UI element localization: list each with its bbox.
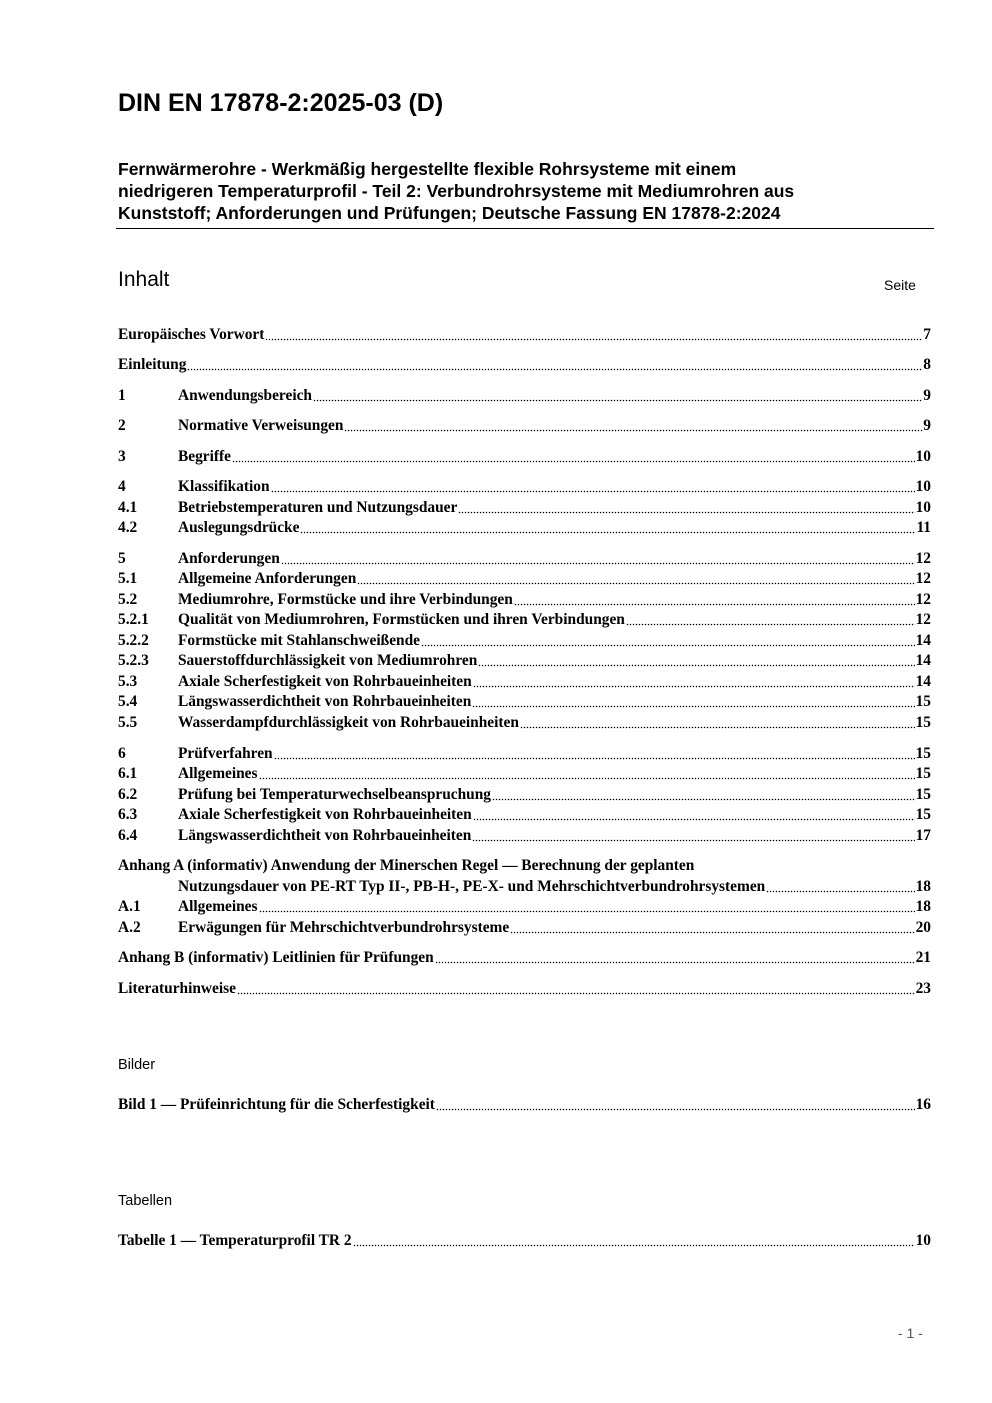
toc-entry-number: 5.2.1 <box>118 611 149 628</box>
toc-entry-page: 14 <box>915 673 931 690</box>
toc-leader-dots <box>353 1243 915 1247</box>
page-column-label: Seite <box>884 277 916 293</box>
toc-entry-text: Nutzungsdauer von PE-RT Typ II-, PB-H-, PE-X- und Mehrschichtverbundrohrsystemen <box>178 878 766 895</box>
toc-entry-text: Betriebstemperaturen und Nutzungsdauer <box>178 499 458 516</box>
toc-entry-text: Prüfverfahren <box>178 745 273 762</box>
toc-entry-number: 6.1 <box>118 765 138 782</box>
toc-leader-dots <box>472 704 914 708</box>
toc-leader-dots <box>472 838 914 842</box>
toc-entry-5-2-1[interactable] <box>118 610 931 630</box>
title-line: niedrigeren Temperaturprofil - Teil 2: Verbundrohrsysteme mit Mediumrohren aus <box>118 181 795 201</box>
toc-entry-page: 23 <box>915 980 931 997</box>
toc-entry-page: 15 <box>915 786 931 803</box>
toc-entry-number: 6.2 <box>118 786 138 803</box>
toc-entry-number: 2 <box>118 417 126 434</box>
toc-entry-text: Formstücke mit Stahlanschweißende <box>178 632 420 649</box>
toc-heading: Inhalt <box>118 268 170 291</box>
toc-entry-6-1[interactable] <box>118 764 931 784</box>
toc-entry-number: 5.1 <box>118 570 138 587</box>
toc-entry-page: 18 <box>915 898 931 915</box>
toc-entry-5-2[interactable] <box>118 590 931 610</box>
toc-entry-page: 15 <box>915 693 931 710</box>
toc-entry-number: A.2 <box>118 919 141 936</box>
toc-leader-dots <box>265 337 922 341</box>
toc-entry-text: Allgemeines <box>178 765 258 782</box>
toc-entry-a-2[interactable] <box>118 918 931 938</box>
toc-entry-text: Prüfung bei Temperaturwechselbeanspruchung <box>178 786 491 803</box>
toc-entry-page: 10 <box>915 1232 931 1249</box>
toc-entry-literatur[interactable] <box>118 979 931 999</box>
toc-entry-page: 9 <box>923 417 931 434</box>
toc-entry-5[interactable] <box>118 549 931 569</box>
toc-entry-5-1[interactable] <box>118 569 931 589</box>
figures-heading: Bilder <box>118 1057 156 1073</box>
toc-entry-page: 17 <box>915 827 931 844</box>
toc-entry-text: Auslegungsdrücke <box>178 519 300 536</box>
toc-entry-number: 4.2 <box>118 519 138 536</box>
toc-leader-dots <box>187 367 922 371</box>
toc-leader-dots <box>344 428 922 432</box>
page-number: - 1 - <box>898 1325 923 1341</box>
toc-entry-page: 12 <box>915 611 931 628</box>
toc-entry-number: 5.2 <box>118 591 138 608</box>
toc-entry-page: 18 <box>915 878 931 895</box>
toc-entry-4-2[interactable] <box>118 518 931 538</box>
title-underline <box>116 228 934 229</box>
toc-leader-dots <box>473 817 915 821</box>
toc-entry-page: 11 <box>916 519 931 536</box>
toc-entry-text: Allgemeine Anforderungen <box>178 570 357 587</box>
toc-entry-number: 6 <box>118 745 126 762</box>
toc-entry-number: 5.2.3 <box>118 652 149 669</box>
toc-entry-number: A.1 <box>118 898 141 915</box>
toc-leader-dots <box>237 991 915 995</box>
toc-entry-number: 5.5 <box>118 714 138 731</box>
toc-leader-dots <box>271 489 915 493</box>
toc-entry-page: 10 <box>915 448 931 465</box>
toc-entry-page: 7 <box>923 326 931 343</box>
toc-leader-dots <box>520 725 915 729</box>
toc-entry-number: 5 <box>118 550 126 567</box>
toc-entry-6-4[interactable] <box>118 826 931 846</box>
toc-leader-dots <box>421 643 915 647</box>
toc-entry-text: Allgemeines <box>178 898 258 915</box>
toc-entry-number: 1 <box>118 387 126 404</box>
toc-entry-page: 21 <box>915 949 931 966</box>
toc-entry-5-4[interactable] <box>118 692 931 712</box>
toc-annex-a-line1[interactable]: Anhang A (informativ) Anwendung der Minerschen Regel — Berechnung der geplanten <box>118 857 695 874</box>
toc-entry-number: 3 <box>118 448 126 465</box>
toc-leader-dots <box>478 663 914 667</box>
toc-leader-dots <box>300 530 915 534</box>
toc-entry-3[interactable] <box>118 447 931 467</box>
toc-entry-page: 12 <box>915 550 931 567</box>
toc-annex-a-line2[interactable] <box>118 877 931 897</box>
toc-leader-dots <box>435 960 915 964</box>
toc-entry-page: 10 <box>915 478 931 495</box>
toc-entry-4[interactable] <box>118 477 931 497</box>
toc-entry-page: 14 <box>915 632 931 649</box>
toc-entry-6-2[interactable] <box>118 785 931 805</box>
toc-entry-number: 5.2.2 <box>118 632 149 649</box>
toc-entry-text: Anhang B (informativ) Leitlinien für Prüfungen <box>118 949 434 966</box>
toc-entry-text: Klassifikation <box>178 478 270 495</box>
toc-leader-dots <box>458 510 914 514</box>
toc-entry-text: Wasserdampfdurchlässigkeit von Rohrbaueinheiten <box>178 714 519 731</box>
toc-entry-number: 6.3 <box>118 806 138 823</box>
toc-entry-page: 15 <box>915 714 931 731</box>
toc-leader-dots <box>259 776 915 780</box>
toc-entry-5-3[interactable] <box>118 672 931 692</box>
toc-entry-number: 5.4 <box>118 693 138 710</box>
toc-entry-text: Normative Verweisungen <box>178 417 344 434</box>
toc-entry-text: Qualität von Mediumrohren, Formstücken und ihren Verbindungen <box>178 611 625 628</box>
toc-leader-dots <box>510 930 914 934</box>
toc-entry-text: Europäisches Vorwort <box>118 326 265 343</box>
toc-entry-number: 5.3 <box>118 673 138 690</box>
toc-leader-dots <box>766 889 914 893</box>
toc-leader-dots <box>436 1107 915 1111</box>
toc-entry-annex-b[interactable] <box>118 948 931 968</box>
toc-entry-number: 4.1 <box>118 499 138 516</box>
toc-entry-5-2-3[interactable] <box>118 651 931 671</box>
figure-entry-bild-1[interactable] <box>118 1095 931 1115</box>
toc-entry-page: 20 <box>915 919 931 936</box>
toc-entry-text: Tabelle 1 — Temperaturprofil TR 2 <box>118 1232 352 1249</box>
toc-entry-text: Mediumrohre, Formstücke und ihre Verbindungen <box>178 591 513 608</box>
toc-entry-text: Bild 1 — Prüfeinrichtung für die Scherfestigkeit <box>118 1096 435 1113</box>
toc-entry-a-1[interactable] <box>118 897 931 917</box>
table-entry-tabelle-1[interactable] <box>118 1231 931 1251</box>
toc-entry-6[interactable] <box>118 744 931 764</box>
toc-entry-text: Längswasserdichtheit von Rohrbaueinheiten <box>178 827 472 844</box>
toc-entry-page: 10 <box>915 499 931 516</box>
toc-entry-4-1[interactable] <box>118 498 931 518</box>
toc-entry-text: Einleitung <box>118 356 187 373</box>
toc-leader-dots <box>514 602 915 606</box>
toc-entry-1[interactable] <box>118 386 931 406</box>
toc-entry-text: Anforderungen <box>178 550 280 567</box>
toc-entry-text: Anwendungsbereich <box>178 387 312 404</box>
toc-entry-page: 12 <box>915 591 931 608</box>
toc-entry-text: Axiale Scherfestigkeit von Rohrbaueinheiten <box>178 673 472 690</box>
toc-entry-page: 15 <box>915 745 931 762</box>
toc-leader-dots <box>232 459 915 463</box>
toc-entry-text: Begriffe <box>178 448 231 465</box>
toc-entry-text: Sauerstoffdurchlässigkeit von Mediumrohren <box>178 652 478 669</box>
toc-entry-number: 6.4 <box>118 827 138 844</box>
toc-entry-6-3[interactable] <box>118 805 931 825</box>
toc-entry-page: 15 <box>915 806 931 823</box>
toc-leader-dots <box>626 622 915 626</box>
toc-entry-5-2-2[interactable] <box>118 631 931 651</box>
toc-entry-page: 15 <box>915 765 931 782</box>
toc-leader-dots <box>313 398 922 402</box>
toc-entry-page: 16 <box>915 1096 931 1113</box>
toc-leader-dots <box>357 581 914 585</box>
toc-entry-5-5[interactable] <box>118 713 931 733</box>
document-id: DIN EN 17878-2:2025-03 (D) <box>118 89 444 117</box>
title-line: Fernwärmerohre - Werkmäßig hergestellte flexible Rohrsysteme mit einem <box>118 159 737 179</box>
toc-entry-text: Axiale Scherfestigkeit von Rohrbaueinheiten <box>178 806 472 823</box>
toc-entry-2[interactable] <box>118 416 931 436</box>
toc-leader-dots <box>259 909 915 913</box>
toc-leader-dots <box>281 561 915 565</box>
toc-entry-text: Literaturhinweise <box>118 980 236 997</box>
toc-entry-page: 12 <box>915 570 931 587</box>
title-line: Kunststoff; Anforderungen und Prüfungen; Deutsche Fassung EN 17878-2:2024 <box>118 203 781 223</box>
toc-entry-number: 4 <box>118 478 126 495</box>
toc-leader-dots <box>492 797 915 801</box>
toc-entry-page: 8 <box>923 356 931 373</box>
toc-leader-dots <box>473 684 915 688</box>
toc-entry-text: Längswasserdichtheit von Rohrbaueinheiten <box>178 693 472 710</box>
toc-entry-page: 14 <box>915 652 931 669</box>
toc-entry-einleitung[interactable] <box>118 355 931 375</box>
document-title <box>118 158 938 224</box>
tables-heading: Tabellen <box>118 1193 173 1209</box>
toc-entry-vorwort[interactable] <box>118 325 931 345</box>
toc-leader-dots <box>274 756 915 760</box>
toc-entry-text: Erwägungen für Mehrschichtverbundrohrsysteme <box>178 919 510 936</box>
toc-entry-page: 9 <box>923 387 931 404</box>
